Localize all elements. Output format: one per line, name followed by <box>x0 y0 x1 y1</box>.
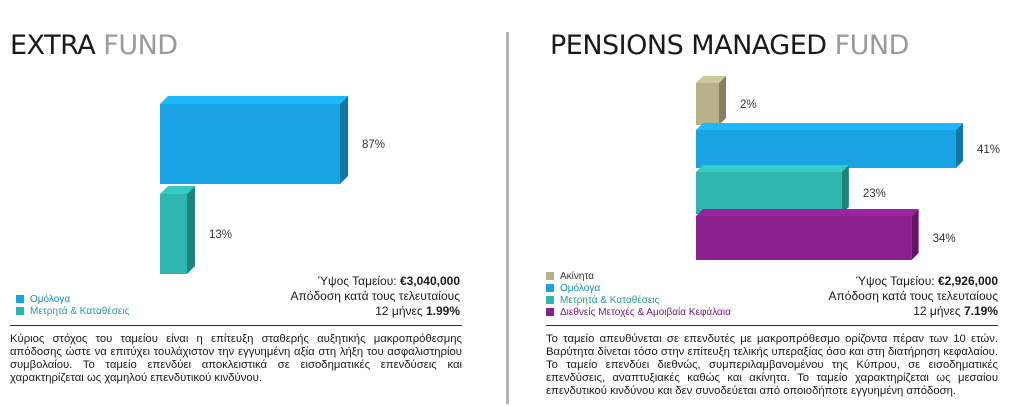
bar-side-2 <box>842 165 849 214</box>
bar-top-3 <box>696 209 919 216</box>
extra-fund-description: Κύριος στόχος του ταμείου είναι η επίτευξη σταθερής αυξητικής μακροπρόθεσμης απόδοσης ώστε να επιτύχει τουλάχιστον την εγγυημένη αξία στη λήξη του ασφαλιστηρίου συμβολαίου. Το ταμείο επενδύει αποκλειστικά σε εισοδηματικές επενδύσεις και χαρακτηρίζεται ως χαμηλού επενδυτικού κινδύνου. <box>10 333 462 384</box>
return-line1: Απόδοση κατά τους τελευταίους <box>290 289 460 303</box>
bar-front-0 <box>160 104 340 184</box>
bar-top-2 <box>696 165 849 172</box>
extra-fund-chart <box>0 0 500 300</box>
legend-label: Ακίνητα <box>560 270 595 282</box>
legend-item <box>546 306 731 318</box>
bar-value-label-0: 2% <box>740 99 757 111</box>
title-accent: FUND <box>834 30 909 61</box>
legend-item <box>546 282 731 294</box>
return-line2: 12 μήνες <box>375 304 426 318</box>
return-value: 1.99% <box>425 304 460 318</box>
return-value: 7.19% <box>963 304 998 318</box>
legend-label: Διεθνείς Μετοχές & Αμοιβαία Κεφάλαια <box>560 306 731 318</box>
legend-swatch <box>546 296 554 304</box>
return-line2: 12 μήνες <box>913 304 964 318</box>
title-main: EXTRA <box>10 30 104 61</box>
pensions-fund-legend <box>546 270 731 318</box>
pensions-fund-description: Το ταμείο απευθύνεται σε επενδυτές με μακροπρόθεσμο ορίζοντα πέραν των 10 ετών. Βαρύτητα δίνεται τόσο στην επίτευξη τελικής υπεραξίας όσο και στη διατήρηση κεφαλαίου. Το ταμείο επενδύει διεθνώς, συμπεριλαμβανομένου της Κύπρου, σε εισοδηματικές επενδύσεις, αναπτυξιακές καθώς και ακίνητα. Το ταμείο χαρακτηρίζεται ως μεσαίου επενδυτικού κινδύνου και δεν συνοδεύεται από οποιοδήποτε εγγυημένη απόδοση. <box>546 333 998 397</box>
pensions-fund-panel <box>520 0 1024 406</box>
extra-fund-legend <box>16 293 129 317</box>
bar-side-1 <box>956 123 963 168</box>
bar-side-0 <box>340 96 348 184</box>
bar-value-label-2: 23% <box>862 188 886 200</box>
title-accent: FUND <box>103 30 178 61</box>
bar-top-1 <box>696 123 963 130</box>
pensions-fund-chart <box>520 0 1024 300</box>
legend-item <box>16 305 129 317</box>
legend-label: Ομόλογα <box>560 282 601 294</box>
bar-1 <box>160 186 195 274</box>
bar-value-label-3: 34% <box>932 233 956 245</box>
legend-swatch <box>16 307 24 315</box>
bar-value-label-0: 87% <box>362 139 386 151</box>
bar-top-0 <box>160 96 348 104</box>
bar-front-2 <box>696 172 842 214</box>
bar-3 <box>696 209 919 260</box>
return-line1: Απόδοση κατά τους τελευταίους <box>828 289 998 303</box>
fund-size-label: Ύψος Ταμείου: <box>317 274 400 288</box>
bar-front-1 <box>696 130 956 168</box>
bar-value-label-1: 13% <box>209 229 233 241</box>
fund-size-value: €3,040,000 <box>399 274 460 288</box>
bar-2 <box>696 165 849 214</box>
bar-0 <box>160 96 348 184</box>
panel-divider <box>506 32 509 404</box>
bar-value-label-1: 41% <box>977 144 1001 156</box>
legend-label: Μετρητά & Καταθέσεις <box>560 294 660 306</box>
bar-side-1 <box>187 186 195 274</box>
description-rule <box>546 325 998 326</box>
bar-side-3 <box>912 209 919 260</box>
pensions-fund-info <box>829 274 998 319</box>
legend-item <box>546 270 731 282</box>
bar-1 <box>696 123 963 168</box>
legend-item <box>16 293 129 305</box>
extra-fund-info <box>291 274 460 319</box>
legend-item <box>546 294 731 306</box>
fund-size-label: Ύψος Ταμείου: <box>855 274 938 288</box>
legend-label: Ομόλογα <box>30 293 71 305</box>
legend-label: Μετρητά & Καταθέσεις <box>30 305 130 317</box>
bar-0 <box>696 76 726 125</box>
legend-swatch <box>546 308 554 316</box>
title-main: PENSIONS MANAGED <box>550 30 835 61</box>
legend-swatch <box>546 272 554 280</box>
legend-swatch <box>16 295 24 303</box>
fund-size-value: €2,926,000 <box>937 274 998 288</box>
description-rule <box>10 325 462 326</box>
legend-swatch <box>546 284 554 292</box>
bar-front-3 <box>696 216 912 260</box>
bar-side-0 <box>719 76 726 125</box>
extra-fund-panel <box>0 0 500 406</box>
bar-front-1 <box>160 194 187 274</box>
bar-front-0 <box>696 83 719 125</box>
